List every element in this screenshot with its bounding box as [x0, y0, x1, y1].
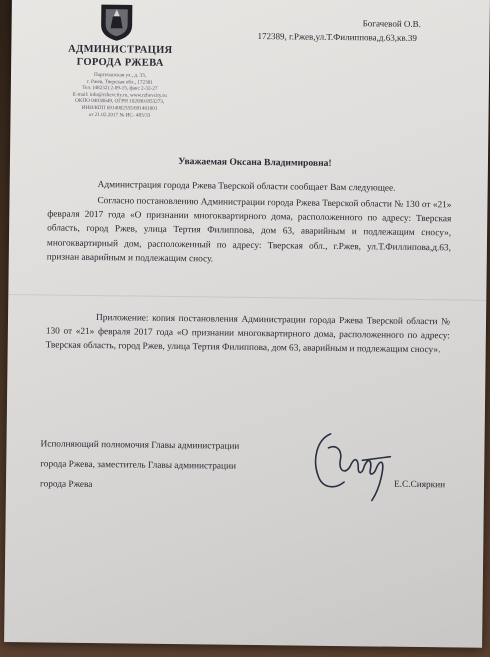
- intro-text: Администрация города Ржева Тверской области сообщает Вам следующее.: [97, 180, 396, 194]
- signer-title-line: города Ржева, заместитель Главы администрации: [40, 459, 237, 472]
- signer-title: [40, 434, 311, 497]
- letter-sheet: [4, 0, 490, 648]
- signer-name: Е.С.Сияркин: [393, 479, 446, 491]
- handwritten-signature: [306, 430, 403, 503]
- main-text: Согласно постановлению Администрации города Ржева Тверской области № 130 от «21» февраля 2017 года «О признании многоквартирного дома, расположенного по адресу: Тверская область, город Ржев, улица Тертия Филиппова, дом 63, аварийным и подлежащим сносу», многоквартирный дом, расположенный по адресу: Тверская обл., г.Ржев, ул.Т.Филлипова,д.63, признан аварийным и подлежащим сносу.: [46, 196, 452, 265]
- org-detail-line: ОКПО 04038649, ОГРН 1026901853273,: [75, 98, 165, 106]
- main-paragraph: [47, 193, 452, 269]
- organization-name: [55, 43, 185, 71]
- recipient-block: [257, 15, 467, 46]
- salutation: Уважаемая Оксана Владимировна!: [178, 156, 332, 169]
- org-name-line: ГОРОДА РЖЕВА: [76, 56, 164, 69]
- org-detail-line: ИНН/КПП 6914002555/691401001: [81, 104, 158, 112]
- outgoing-number: от 21.02.2017 № ИС- 485/33: [88, 111, 151, 119]
- signer-title-line: города Ржева: [39, 479, 93, 491]
- organization-details: [60, 72, 179, 120]
- recipient-address: 172389, г.Ржев,ул.Т.Филиппова,д.63,кв.39: [257, 31, 417, 43]
- org-name-line: АДМИНИСТРАЦИЯ: [68, 43, 173, 56]
- coat-of-arms-icon: [99, 3, 133, 41]
- org-detail-line: E-mail: info@rzhevcity.ru, www.rzhevcity.ru: [72, 91, 167, 99]
- signer-title-line: Исполняющий полномочия Главы администрации: [40, 439, 240, 452]
- org-detail-line: Партизанская ул., д. 33,: [93, 72, 147, 79]
- annex-paragraph: [46, 310, 450, 358]
- annex-text: Приложение: копия постановления Администрации города Ржева Тверской области № 130 от «21» февраля 2017 года «О признании многоквартирного дома, расположенного по адресу: Тверская область, город Ржев, улица Тертия Филиппова, дом 63, аварийным и подлежащим сносу».: [45, 313, 451, 356]
- org-detail-line: г. Ржев, Тверская обл., 172381: [86, 78, 153, 86]
- recipient-name: Богачевой О.В.: [362, 18, 422, 29]
- paper-fold: [8, 294, 486, 301]
- org-detail-line: Тел. (48232) 2-09-15, факс 2-32-27: [82, 85, 158, 92]
